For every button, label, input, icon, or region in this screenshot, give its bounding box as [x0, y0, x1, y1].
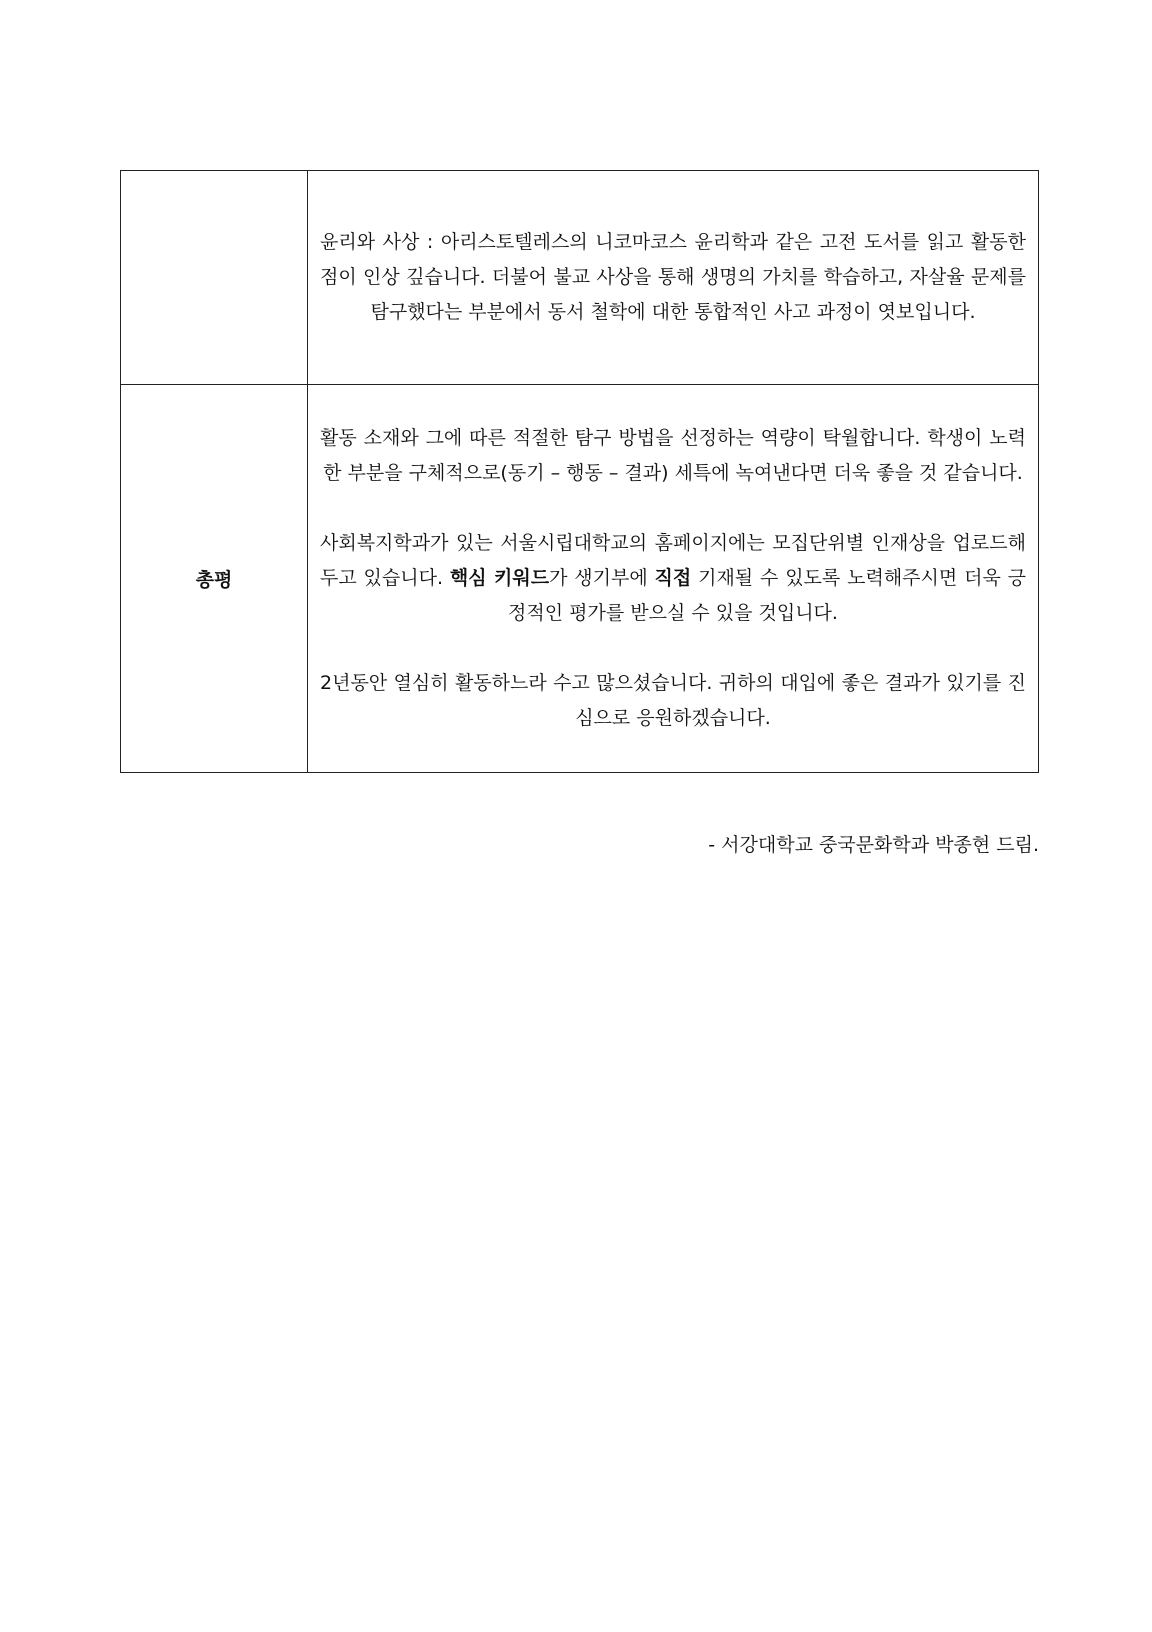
summary-paragraph-2-text-b: 가 생기부에	[549, 567, 655, 589]
summary-label: 총평	[121, 385, 308, 773]
summary-paragraph-3: 2년동안 열심히 활동하느라 수고 많으셨습니다. 귀하의 대입에 좋은 결과가 있기를 진심으로 응원하겠습니다.	[320, 672, 1026, 729]
summary-comment-cell	[308, 385, 1039, 773]
summary-paragraph-2-text-c: 기재될 수 있도록 노력해주시면 더욱 긍정적인 평가를 받으실 수 있을 것입니다.	[508, 567, 1026, 624]
signature-line: - 서강대학교 중국문화학과 박종현 드림.	[708, 834, 1039, 856]
keyword-emphasis: 핵심 키워드	[449, 567, 550, 589]
table-row-ethics	[121, 171, 1039, 385]
ethics-comment-text: 윤리와 사상 : 아리스토텔레스의 니코마코스 윤리학과 같은 고전 도서를 읽고 활동한 점이 인상 깊습니다. 더불어 불교 사상을 통해 생명의 가치를 학습하고, 자살율 문제를 탐구했다는 부분에서 동서 철학에 대한 통합적인 사고 과정이 엿보입니다.	[320, 231, 1026, 323]
direct-emphasis: 직접	[654, 567, 692, 589]
review-table	[120, 170, 1039, 773]
summary-paragraph-1: 활동 소재와 그에 따른 적절한 탐구 방법을 선정하는 역량이 탁월합니다. 학생이 노력한 부분을 구체적으로(동기 – 행동 – 결과) 세특에 녹여낸다면 더욱 좋을 것 같습니다.	[320, 427, 1026, 484]
ethics-label-cell	[121, 171, 308, 385]
table-row-summary	[121, 385, 1039, 773]
ethics-comment-cell	[308, 171, 1039, 385]
summary-paragraph-2	[320, 526, 1026, 631]
summary-paragraph-2-text-a: 사회복지학과가 있는 서울시립대학교의 홈페이지에는 모집단위별 인재상을 업로드해두고 있습니다.	[320, 532, 1026, 589]
